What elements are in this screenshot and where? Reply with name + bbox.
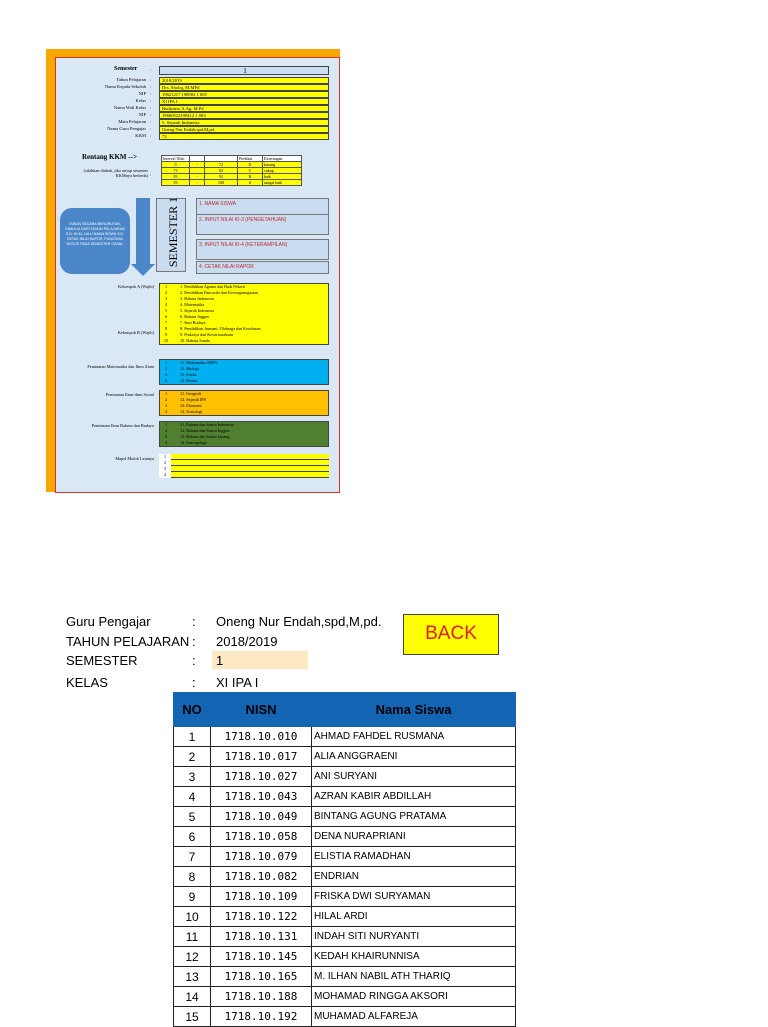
kkm-cell: - xyxy=(190,180,205,186)
kkm-cell: - xyxy=(190,168,205,174)
cell-no[interactable]: 9 xyxy=(174,887,211,907)
table-row xyxy=(174,887,516,907)
cell-no[interactable]: 6 xyxy=(174,827,211,847)
kkm-cell[interactable]: 82 xyxy=(205,168,238,174)
kkm-cell[interactable]: 73 xyxy=(162,168,190,174)
kkm-cell: D xyxy=(238,162,263,168)
subject-number: 9 xyxy=(164,332,168,337)
subject-name[interactable]: 13. Fisika xyxy=(180,372,197,377)
kkm-table xyxy=(161,155,302,186)
kkm-cell[interactable]: 83 xyxy=(162,174,190,180)
semester-cell[interactable] xyxy=(212,651,308,669)
field-value[interactable]: XI IPA I xyxy=(159,98,329,105)
subject-name[interactable]: 3. Bahasa Indonesia xyxy=(180,296,214,301)
field-value[interactable]: 5. Sejarah Indonesia xyxy=(159,119,329,126)
cell-nama[interactable]: MUHAMAD ALFAREJA xyxy=(312,1007,516,1027)
down-arrow-icon xyxy=(136,198,150,264)
subject-name[interactable]: 14. Kimia xyxy=(180,378,197,383)
field-colon: : xyxy=(150,112,152,117)
field-label: Nama Kepala Sekolah xyxy=(104,84,146,89)
subject-number: 4 xyxy=(164,378,168,383)
field-colon: : xyxy=(150,98,152,103)
subject-number: 2 xyxy=(163,460,167,465)
field-value[interactable]: 73 xyxy=(159,133,329,140)
table-row xyxy=(174,807,516,827)
cell-no[interactable]: 10 xyxy=(174,907,211,927)
cell-no[interactable]: 12 xyxy=(174,947,211,967)
cell-no[interactable]: 13 xyxy=(174,967,211,987)
group-mulok-label: Mapel Mulok Lainnya xyxy=(115,456,154,461)
subject-number: 3 xyxy=(164,434,168,439)
subjects-ips xyxy=(159,390,329,416)
tahun-label: TAHUN PELAJARAN xyxy=(66,634,190,649)
kkm-note: (silahkan diubah, jika setiap semester KKMnya berbeda) xyxy=(83,168,148,178)
subject-name[interactable]: 12. Biologi xyxy=(180,366,199,371)
cell-nama[interactable]: HILAL ARDI xyxy=(312,907,516,927)
subjects-mipa xyxy=(159,359,329,385)
cell-no[interactable]: 3 xyxy=(174,767,211,787)
subject-number: 5 xyxy=(164,308,168,313)
table-row xyxy=(174,767,516,787)
kkm-cell[interactable]: 93 xyxy=(162,180,190,186)
semester-value-bottom: 1 xyxy=(216,653,224,668)
subject-row xyxy=(160,338,328,344)
subject-number: 7 xyxy=(164,320,168,325)
menu-nama-siswa-button[interactable]: 1. NAMA SISWA xyxy=(196,198,329,215)
header-no: NO xyxy=(174,693,211,727)
subject-name[interactable]: 13. Bahasa dan Sastra Jepang xyxy=(180,434,230,439)
cell-nisn[interactable]: 1718.10.165 xyxy=(211,967,312,987)
kkm-cell: kurang xyxy=(263,162,302,168)
kkm-cell: cukup xyxy=(263,168,302,174)
cell-nama[interactable]: ELISTIA RAMADHAN xyxy=(312,847,516,867)
table-row xyxy=(174,927,516,947)
kkm-cell[interactable]: 92 xyxy=(205,174,238,180)
field-value[interactable]: 2018/2019 xyxy=(159,77,329,84)
table-header-row xyxy=(174,693,516,727)
field-colon: : xyxy=(150,105,152,110)
cell-nisn[interactable]: 1718.10.188 xyxy=(211,987,312,1007)
cell-nama[interactable]: ANI SURYANI xyxy=(312,767,516,787)
subject-number: 4 xyxy=(164,409,168,414)
kkm-header-row: Interval Nilai Predikat Keterangan xyxy=(162,156,302,162)
table-row xyxy=(174,827,516,847)
cell-nama[interactable]: INDAH SITI NURYANTI xyxy=(312,927,516,947)
cell-nisn[interactable]: 1718.10.043 xyxy=(211,787,312,807)
kkm-cell: B xyxy=(238,174,263,180)
spreadsheet-panel: Semester : 1 Tahun Pelajaran : 2018/2019 Nama Kepala Sekolah : Drs. Sholiq, M.MPd NIP : 19621217 198903 1 005 Kelas : XI IPA I Nama Wali Kelas : Budiyana, S.Ag, M.Pd NIP : 19660522199412 1 003 Mata Pelajaran : 5. Sejarah Indonesia Nama Guru Pengajar : Oneng Nur Endah,spd,M,pd. KKM : 73 Rentang KKM --> (silahkan diubah, jika setiap semester KKMnya berbeda) : Interval Nilai Predikat Keterangan 0 - 72 D kurang 73 - 82 C cukup 83 - 92 B baik 93 - 100 A sangat baik ISIKAN SECARA BERURUTAN, DIMULAI DARI TAHUN PELAJARAN S.D. KKM, LALU NAMA SISWA S.D. CETAK NILAI RAPOR, PUNGSIAN DIISI DI PADA SEMESTER GASAL SEMESTER 1 1. NAMA SISWA 2. INPUT NILAI KI-3 (PENGETAHUAN) 3. INPUT NILAI KI-4 (KETERAMPILAN) 4. CETAK NILAI RAPOR Kelompok A (Wajib) Kelompok B (Wajib) Peminatan Matematika dan Ilmu Alam Peminatan Ilmu-ilmu Sosial Peminatan Ilmu Bahasa dan Budaya Mapel Mulok Lainnya 1 1. Pendidikan Agama dan Budi Pekerti 2 2. Pendidikan Pancasila dan Kewarganegaraan 3 3. Bahasa Indonesia 4 4. Matematika 5 5. Sejarah Indonesia 6 6. Bahasa Inggris 7 7. Seni Budaya 8 8. Pendidikan Jasmani, Olahraga dan Kesehatan 9 9. Prakarya dan Kewirausahaan 10 10. Bahasa Sunda 1 11. Matematika MIPA 2 12. Biologi 3 13. Fisika 4 14. Kimia 1 11. Geografi 2 12. Sejarah IPS 3 13. Ekonomi 4 14. Sosiologi 1 11. Bahasa dan Sastra Indonesia 2 12. Bahasa dan Sastra Inggris 3 13. Bahasa dan Sastra Jepang 4 14. Antropologi 1 2 3 4 xyxy=(55,57,340,493)
table-row xyxy=(174,907,516,927)
cell-nama[interactable]: BINTANG AGUNG PRATAMA xyxy=(312,807,516,827)
kkm-cell: A xyxy=(238,180,263,186)
kelas-value: XI IPA I xyxy=(216,675,259,690)
field-label: Nama Guru Pengajar xyxy=(107,126,146,131)
down-arrow-head-icon xyxy=(131,264,155,276)
subject-name[interactable]: 1. Pendidikan Agama dan Budi Pekerti xyxy=(180,284,246,289)
instruction-bubble: ISIKAN SECARA BERURUTAN, DIMULAI DARI TAHUN PELAJARAN S.D. KKM, LALU NAMA SISWA S.D. CETAK NILAI RAPOR, PUNGSIAN DIISI DI PADA SEMESTER GASAL xyxy=(60,208,130,274)
semester-vertical-label: SEMESTER 1 xyxy=(156,198,186,272)
semester-label-bottom: SEMESTER xyxy=(66,653,138,668)
subject-name[interactable]: 13. Ekonomi xyxy=(180,403,202,408)
cell-nisn[interactable]: 1718.10.049 xyxy=(211,807,312,827)
table-row xyxy=(174,867,516,887)
cell-nama[interactable]: AZRAN KABIR ABDILLAH xyxy=(312,787,516,807)
cell-no[interactable]: 1 xyxy=(174,727,211,747)
subjects-wajib xyxy=(159,283,329,345)
subject-number: 3 xyxy=(164,403,168,408)
subject-number: 2 xyxy=(164,290,168,295)
subject-number: 8 xyxy=(164,326,168,331)
cell-no[interactable]: 4 xyxy=(174,787,211,807)
cell-no[interactable]: 14 xyxy=(174,987,211,1007)
field-label: Nama Wali Kelas xyxy=(113,105,146,110)
cell-nisn[interactable]: 1718.10.079 xyxy=(211,847,312,867)
kkm-cell[interactable]: 100 xyxy=(205,180,238,186)
subject-name[interactable]: 11. Bahasa dan Sastra Indonesia xyxy=(180,422,234,427)
guru-value: Oneng Nur Endah,spd,M,pd. xyxy=(216,614,382,629)
tahun-value: 2018/2019 xyxy=(216,634,278,649)
subject-name[interactable]: 10. Bahasa Sunda xyxy=(180,338,210,343)
cell-no[interactable]: 7 xyxy=(174,847,211,867)
field-label: Mata Pelajaran xyxy=(118,119,146,124)
subject-number: 1 xyxy=(164,284,168,289)
field-colon: : xyxy=(150,133,152,138)
field-colon: : xyxy=(150,91,152,96)
cell-nama[interactable]: AHMAD FAHDEL RUSMANA xyxy=(312,727,516,747)
cell-nisn[interactable]: 1718.10.109 xyxy=(211,887,312,907)
field-label: Kelas xyxy=(135,98,146,103)
menu-input-ki3-button[interactable]: 2. INPUT NILAI KI-3 (PENGETAHUAN) xyxy=(196,214,329,235)
subject-number: 4 xyxy=(163,472,167,477)
subject-name[interactable]: 2. Pendidikan Pancasila dan Kewarganegaraan xyxy=(180,290,259,295)
menu-cetak-rapor-button[interactable]: 4. CETAK NILAI RAPOR xyxy=(196,261,329,274)
subject-number: 4 xyxy=(164,440,168,445)
subject-number: 1 xyxy=(164,391,168,396)
subject-row xyxy=(160,378,328,384)
subjects-mulok xyxy=(159,454,329,478)
field-colon: : xyxy=(150,77,152,82)
field-label: NIP xyxy=(138,91,146,96)
subject-name[interactable]: 6. Bahasa Inggris xyxy=(180,314,210,319)
field-value[interactable]: Drs. Sholiq, M.MPd xyxy=(159,84,329,91)
subject-number: 1 xyxy=(164,422,168,427)
table-row xyxy=(174,747,516,767)
kkm-cell: - xyxy=(190,162,205,168)
cell-no[interactable]: 11 xyxy=(174,927,211,947)
cell-nama[interactable]: FRISKA DWI SURYAMAN xyxy=(312,887,516,907)
kkm-cell[interactable]: 0 xyxy=(162,162,190,168)
subject-number: 10 xyxy=(163,338,169,343)
subject-name[interactable]: 8. Pendidikan Jasmani, Olahraga dan Kesehatan xyxy=(180,326,261,331)
table-row xyxy=(174,727,516,747)
table-row xyxy=(174,947,516,967)
kkm-cell: C xyxy=(238,168,263,174)
back-button[interactable]: BACK xyxy=(403,614,499,655)
header-nisn: NISN xyxy=(211,693,312,727)
subject-number: 3 xyxy=(163,466,167,471)
subject-number: 2 xyxy=(164,428,168,433)
cell-nama[interactable]: MOHAMAD RINGGA AKSORI xyxy=(312,987,516,1007)
subject-name[interactable]: 5. Sejarah Indonesia xyxy=(180,308,215,313)
cell-nisn[interactable]: 1718.10.010 xyxy=(211,727,312,747)
guru-label: Guru Pengajar xyxy=(66,614,151,629)
field-value[interactable]: 19660522199412 1 003 xyxy=(159,112,329,119)
table-row xyxy=(174,987,516,1007)
cell-nisn[interactable]: 1718.10.058 xyxy=(211,827,312,847)
subjects-bahasa xyxy=(159,421,329,447)
kkm-cell: baik xyxy=(263,174,302,180)
field-label: NIP xyxy=(138,112,146,117)
cell-nama[interactable]: M. ILHAN NABIL ATH THARIQ xyxy=(312,967,516,987)
student-table xyxy=(173,692,516,1027)
field-colon: : xyxy=(150,84,152,89)
subject-name[interactable]: 11. Geografi xyxy=(180,391,202,396)
field-label: Tahun Pelajaran xyxy=(116,77,146,82)
table-row xyxy=(174,787,516,807)
field-label: KKM xyxy=(135,133,146,138)
header-nama-siswa: Nama Siswa xyxy=(312,693,516,727)
semester-value[interactable]: 1 xyxy=(159,66,329,75)
kkm-row xyxy=(162,180,302,186)
cell-nama[interactable]: ALIA ANGGRAENI xyxy=(312,747,516,767)
field-value[interactable]: Oneng Nur Endah,spd,M,pd. xyxy=(159,126,329,133)
subject-name[interactable]: 12. Sejarah IPS xyxy=(180,397,206,402)
cell-no[interactable]: 15 xyxy=(174,1007,211,1027)
cell-nisn[interactable]: 1718.10.017 xyxy=(211,747,312,767)
field-colon: : xyxy=(150,126,152,131)
kkm-cell: sangat baik xyxy=(263,180,302,186)
subject-number: 3 xyxy=(164,372,168,377)
cell-nama[interactable]: ENDRIAN xyxy=(312,867,516,887)
group-a-label: Kelompok A (Wajib) xyxy=(118,284,154,289)
subject-row xyxy=(159,472,329,478)
cell-nisn[interactable]: 1718.10.082 xyxy=(211,867,312,887)
kkm-cell: - xyxy=(190,174,205,180)
subject-name[interactable]: 14. Sosiologi xyxy=(180,409,203,414)
field-value[interactable]: 19621217 198903 1 005 xyxy=(159,91,329,98)
subject-name[interactable]: 14. Antropologi xyxy=(180,440,207,445)
field-colon: : xyxy=(150,119,152,124)
cell-nisn[interactable]: 1718.10.122 xyxy=(211,907,312,927)
subject-row xyxy=(160,440,328,446)
subject-number: 6 xyxy=(164,314,168,319)
cell-no[interactable]: 5 xyxy=(174,807,211,827)
kkm-cell[interactable]: 72 xyxy=(205,162,238,168)
subject-number: 2 xyxy=(164,366,168,371)
subject-name[interactable]: 7. Seni Budaya xyxy=(180,320,206,325)
subject-name[interactable]: 4. Matematika xyxy=(180,302,205,307)
cell-nisn[interactable]: 1718.10.192 xyxy=(211,1007,312,1027)
cell-nama[interactable]: DENA NURAPRIANI xyxy=(312,827,516,847)
cell-no[interactable]: 8 xyxy=(174,867,211,887)
group-b-label: Kelompok B (Wajib) xyxy=(117,330,154,335)
group-ips-label: Peminatan Ilmu-ilmu Sosial xyxy=(105,392,154,397)
semester-label: Semester xyxy=(114,66,138,72)
table-row xyxy=(174,967,516,987)
subject-number: 4 xyxy=(164,302,168,307)
group-mipa-label: Peminatan Matematika dan Ilmu Alam xyxy=(87,364,154,369)
cell-no[interactable]: 2 xyxy=(174,747,211,767)
subject-row xyxy=(160,409,328,415)
kkm-title: Rentang KKM --> xyxy=(82,153,137,161)
group-bahasa-label: Peminatan Ilmu Bahasa dan Budaya xyxy=(91,423,154,428)
kelas-label: KELAS xyxy=(66,675,108,690)
subject-name[interactable] xyxy=(171,472,329,478)
subject-number: 3 xyxy=(164,296,168,301)
cell-nisn[interactable]: 1718.10.027 xyxy=(211,767,312,787)
subject-name[interactable]: 9. Prakarya dan Kewirausahaan xyxy=(180,332,234,337)
subject-number: 1 xyxy=(164,360,168,365)
cell-nisn[interactable]: 1718.10.145 xyxy=(211,947,312,967)
subject-number: 2 xyxy=(164,397,168,402)
menu-input-ki4-button[interactable]: 3. INPUT NILAI KI-4 (KETERAMPILAN) xyxy=(196,239,329,260)
table-row xyxy=(174,847,516,867)
subject-name[interactable]: 11. Matematika MIPA xyxy=(180,360,218,365)
cell-nisn[interactable]: 1718.10.131 xyxy=(211,927,312,947)
cell-nama[interactable]: KEDAH KHAIRUNNISA xyxy=(312,947,516,967)
subject-number: 1 xyxy=(163,454,167,459)
subject-name[interactable]: 12. Bahasa dan Sastra Inggris xyxy=(180,428,230,433)
field-value[interactable]: Budiyana, S.Ag, M.Pd xyxy=(159,105,329,112)
